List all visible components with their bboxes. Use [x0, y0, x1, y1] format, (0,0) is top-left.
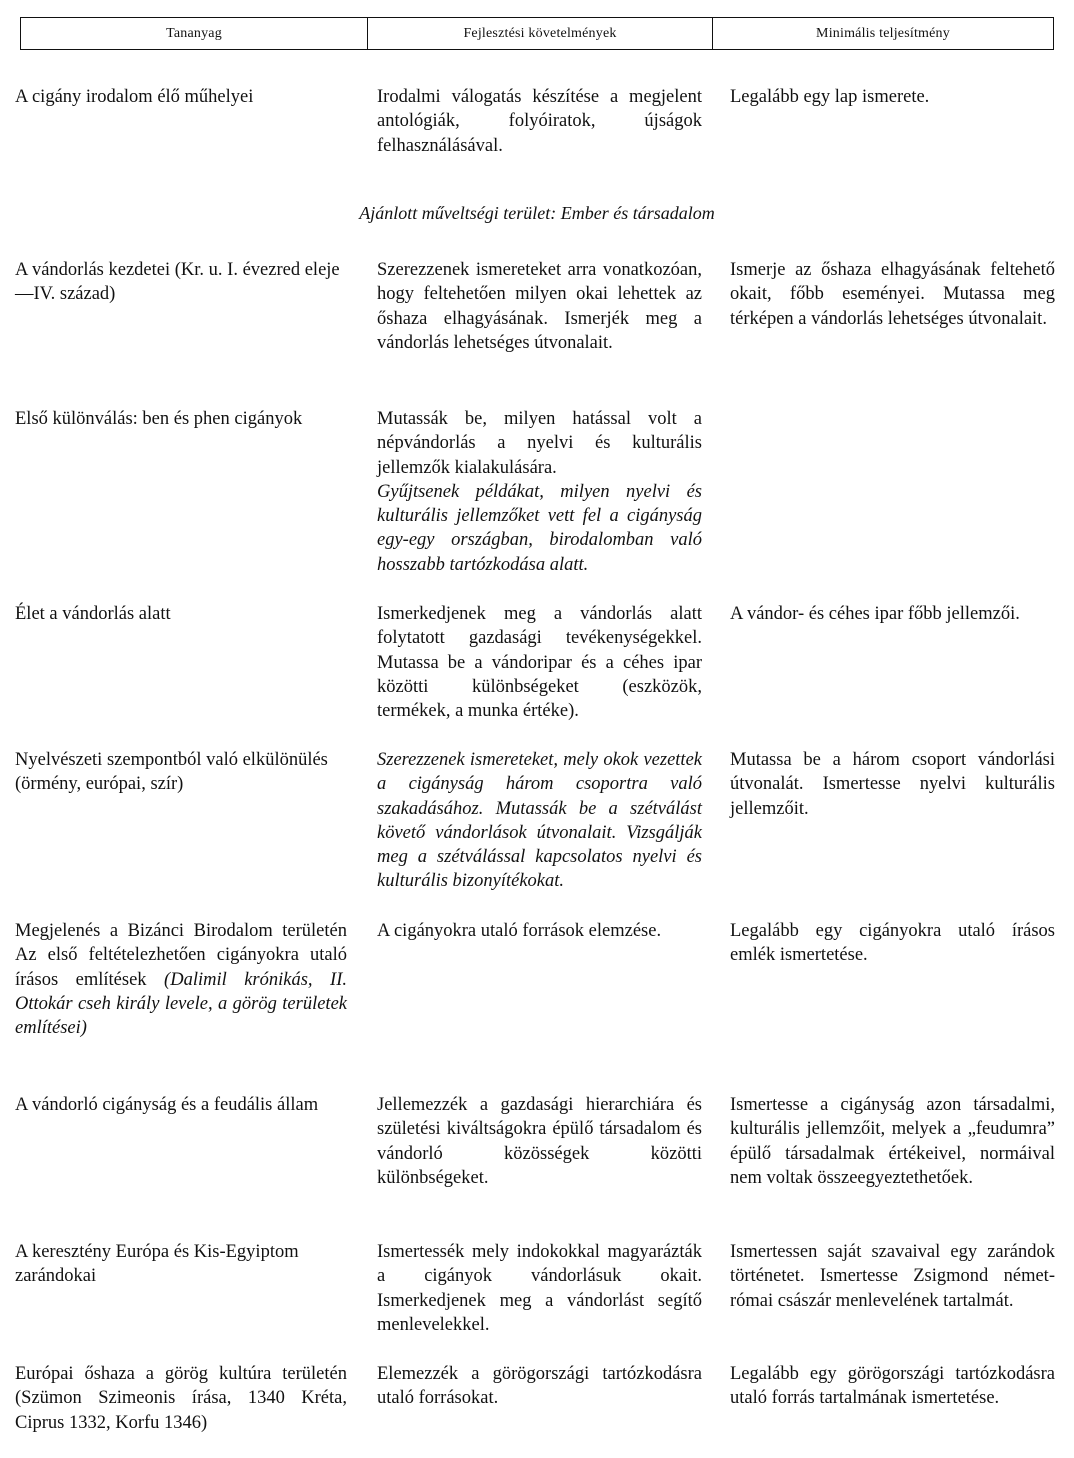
- topic-cell: Európai őshaza a görög kultúra területén (Szümon Szimeonis írása, 1340 Kréta, Ciprus 1332, Korfu 1346): [15, 1364, 347, 1433]
- minimum-cell: Mutassa be a három csoport vándorlási útvonalát. Ismertesse nyelvi kulturális jellemzőit.: [730, 750, 1055, 819]
- requirements-cell: Irodalmi válogatás készítése a megjelent antológiák, folyóiratok, újságok felhasználásával.: [377, 87, 702, 156]
- minimum-cell: Legalább egy görögországi tartózkodásra utaló forrás tartalmának ismertetése.: [730, 1364, 1055, 1409]
- requirements-cell: Szerezzenek ismereteket, mely okok vezettek a cigányság három csoportra való szakadásához. Mutassák be a szétválást követő vándorlások útvonalait. Vizsgálják meg a szétválással kapcsolatos nyelvi és kulturális bizonyítékokat.: [377, 750, 702, 892]
- minimum-cell: Legalább egy cigányokra utaló írásos emlék ismertetése.: [730, 921, 1055, 966]
- requirements-cell: Mutassák be, milyen hatással volt a népvándorlás a nyelvi és kulturális jellemzők kialakulására. Gyűjtsenek példákat, milyen nyelvi és kulturális jellemzőket vett fel a cigányság egy-egy országban, birodalomban való hosszabb tartózkodása alatt.: [377, 409, 702, 575]
- requirements-cell: Jellemezzék a gazdasági hierarchiára és születési kiváltságokra épülő társadalom és vándorló közösségek közötti különbségeket.: [377, 1095, 702, 1188]
- requirements-cell: Szerezzenek ismereteket arra vonatkozóan, hogy feltehetően milyen okai lehettek az őshaza elhagyásának. Ismerjék meg a vándorlás lehetséges útvonalait.: [377, 260, 702, 353]
- topic-cell: Első különválás: ben és phen cigányok: [15, 409, 303, 429]
- minimum-cell: Ismertesse a cigányság azon társadalmi, kulturális jellemzőit, melyek a „feudumra” épülő társadalmak értékeivel, normáival nem voltak összeegyeztethetőek.: [730, 1095, 1055, 1188]
- topic-cell: Megjelenés a Bizánci Birodalom területén Az első feltételezhetően cigányokra utaló írásos említések (Dalimil krónikás, II. Ottokár cseh király levele, a görög területek említései): [15, 921, 347, 1039]
- requirements-cell: Ismertessék mely indokokkal magyarázták a cigányok vándorlásuk okait. Ismerkedjenek meg a vándorlást segítő menlevelekkel.: [377, 1242, 702, 1335]
- topic-cell: Élet a vándorlás alatt: [15, 604, 171, 624]
- topic-cell: A keresztény Európa és Kis-Egyiptom zarándokai: [15, 1242, 299, 1287]
- topic-cell: A vándorló cigányság és a feudális állam: [15, 1095, 319, 1115]
- header-minimum: Minimális teljesítmény: [712, 18, 1053, 49]
- table-header: [20, 17, 1054, 50]
- requirements-cell: Ismerkedjenek meg a vándorlás alatt folytatott gazdasági tevékenységekkel. Mutassa be a vándoripar és a céhes ipar közötti különbségeket (eszközök, termékek, a munka értéke).: [377, 604, 702, 722]
- requirements-cell: A cigányokra utaló források elemzése.: [377, 921, 662, 941]
- minimum-cell: A vándor- és céhes ipar főbb jellemzői.: [730, 604, 1020, 624]
- topic-cell: A cigány irodalom élő műhelyei: [15, 87, 254, 107]
- topic-cell: Nyelvészeti szempontból való elkülönülés (örmény, európai, szír): [15, 750, 328, 795]
- minimum-cell: Ismertessen saját szavaival egy zarándok történetet. Ismertesse Zsigmond német-római császár menlevelének tartalmát.: [730, 1242, 1055, 1311]
- requirements-cell: Elemezzék a görögországi tartózkodásra utaló forrásokat.: [377, 1364, 702, 1409]
- header-requirements: Fejlesztési követelmények: [367, 18, 712, 49]
- minimum-cell: Ismerje az őshaza elhagyásának feltehető okait, főbb eseményei. Mutassa meg térképen a vándorlás lehetséges útvonalait.: [730, 260, 1055, 329]
- minimum-cell: Legalább egy lap ismerete.: [730, 87, 930, 107]
- header-topic: Tananyag: [166, 25, 222, 41]
- section-title: Ajánlott műveltségi terület: Ember és társadalom: [359, 203, 715, 223]
- topic-cell: A vándorlás kezdetei (Kr. u. I. évezred eleje—IV. század): [15, 260, 340, 305]
